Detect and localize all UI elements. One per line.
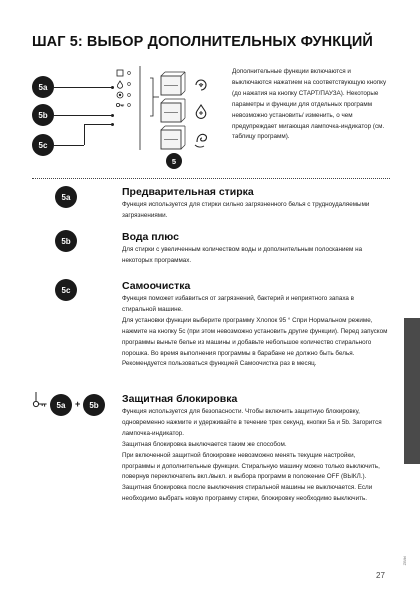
- page-number: 27: [376, 571, 385, 580]
- lock-indicator-icon: [116, 103, 130, 106]
- badge-5b: 5b: [32, 104, 54, 126]
- side-code: ZB/bl: [402, 556, 407, 566]
- section-title-water-plus: Вода плюс: [122, 231, 179, 243]
- section-badge-5b-lock: 5b: [83, 394, 105, 416]
- prewash-indicator-icon: [117, 70, 130, 76]
- section-body-self-clean: Функция поможет избавиться от загрязнений, бактерий и неприятного запаха в стиральной машине. Для установки функции выберите программу Хлопок 95 ° Спри Нормальном режиме, нажмите на кнопку 5с (при этом невозможно установить другие функции). Перед запуском программы выньте белье из машины и добавьте небольшое количество стирального порошка. Во время выполнения программы в барабане не должно быть белья. Рекомендуется пользоваться функцией Самоочистка раз в месяц.: [122, 295, 388, 368]
- section-badge-5a: 5a: [55, 186, 77, 208]
- badge-5a: 5a: [32, 76, 54, 98]
- section-title-prewash: Предварительная стирка: [122, 186, 254, 198]
- intro-text: Дополнительные функции включаются и выключаются нажатием на соответствующую кнопку (до нажатия на кнопку СТАРТ/ПАУЗА). Некоторые параметры и функции для отдельных программ невозможно установить/ изменить, о чем предупреждает мигающая лампочка-индикатор (см. таблицу программ).: [232, 68, 387, 141]
- page-title: ШАГ 5: ВЫБОР ДОПОЛНИТЕЛЬНЫХ ФУНКЦИЙ: [32, 34, 373, 50]
- section-body-prewash: Функция используется для стирки сильно загрязненного белья с трудноудаляемыми загрязнениями.: [122, 201, 370, 219]
- self-clean-indicator-icon: [117, 92, 130, 98]
- option-button-5b: [161, 99, 185, 122]
- section-badge-5a-lock: 5a: [50, 394, 72, 416]
- section-badge-5c: 5c: [55, 279, 77, 301]
- water-plus-function-icon: [196, 105, 206, 118]
- section-body-water-plus: Для стирки с увеличенным количеством воды и дополнительным полосканием на некоторых программах.: [122, 246, 363, 264]
- option-button-5a: [161, 72, 185, 95]
- prewash-function-icon: [196, 80, 206, 90]
- section-body-child-lock: Функция используется для безопасности. Чтобы включить защитную блокировку, одновременно нажмите и удерживайте в течение трех секунд, кнопки 5a и 5b. Загорится лампочка-индикатор. Защитная блокировка выключается таким же способом. При включенной защитной блокировке невозможно менять текущие настройки, программы и дополнительные функции. Стиральную машину можно только выключить, повернув переключатель вкл./выкл. и выбора программ в положение OFF (ВЫКЛ.). Защитная блокировка после выключения стиральной машины не выключается. Если необходимо выбрать новую программу стирки, блокировку необходимо выключить.: [122, 408, 382, 503]
- section-title-child-lock: Защитная блокировка: [122, 393, 238, 405]
- badge-5: 5: [166, 153, 182, 169]
- section-title-self-clean: Самоочистка: [122, 280, 191, 292]
- option-button-5c: [161, 126, 185, 149]
- self-clean-function-icon: [195, 134, 206, 147]
- water-plus-indicator-icon: [117, 81, 130, 88]
- key-lock-icon: [30, 0, 90, 420]
- plus-sign: +: [75, 399, 81, 409]
- panel-bracket: [150, 78, 153, 116]
- side-tab: [404, 318, 420, 464]
- section-badge-5b: 5b: [55, 230, 77, 252]
- badge-5c: 5c: [32, 134, 54, 156]
